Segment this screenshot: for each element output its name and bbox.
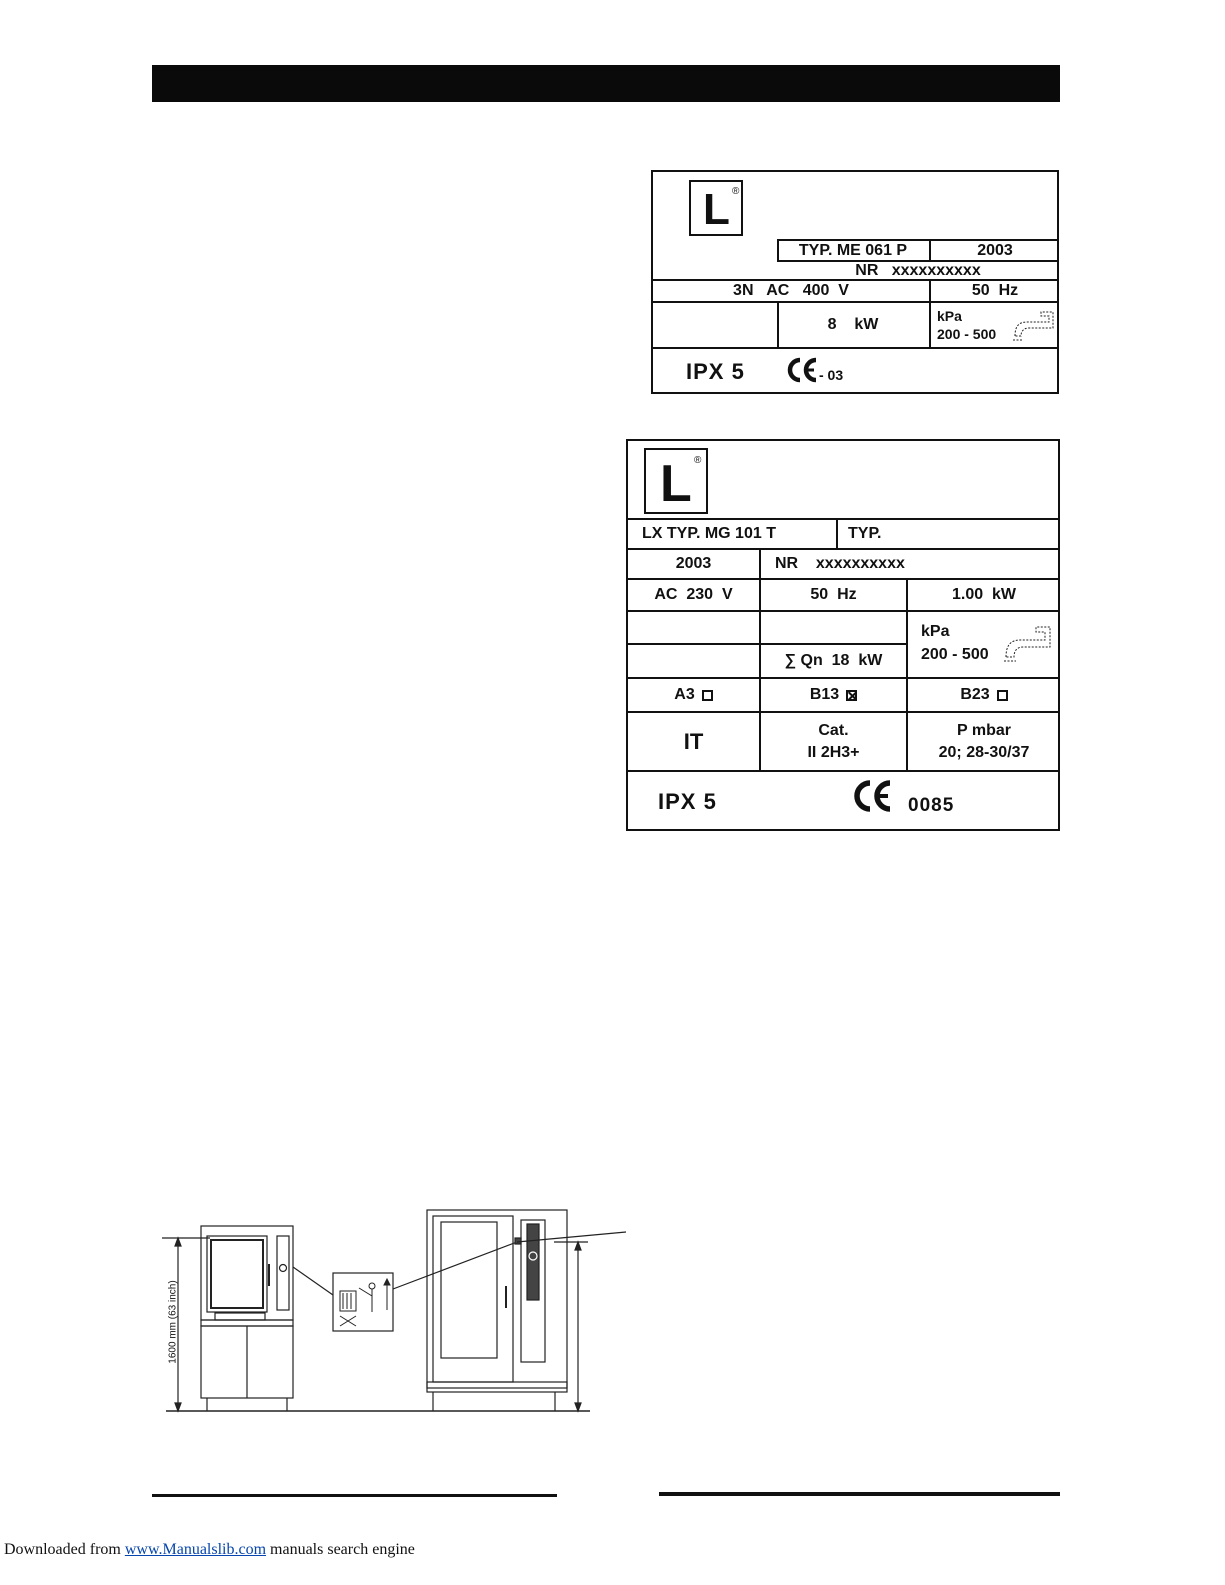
checkbox-b13-checked bbox=[846, 690, 857, 701]
year-label: 2003 bbox=[977, 241, 1013, 259]
serial-number: NR xxxxxxxxxx bbox=[775, 555, 905, 572]
category-a3: A3 bbox=[628, 679, 759, 711]
model-label: LX TYP. MG 101 T bbox=[642, 525, 776, 542]
notified-body-number: 0085 bbox=[908, 795, 955, 816]
download-footer: Downloaded from www.Manualslib.com manuals search engine bbox=[4, 1541, 415, 1558]
footer-rule-right bbox=[659, 1492, 1060, 1496]
ce-mark-icon bbox=[852, 779, 894, 813]
ce-year: - 03 bbox=[819, 367, 844, 383]
voltage-label: 3N AC 400 V bbox=[733, 282, 849, 299]
ip-rating: IPX 5 bbox=[686, 359, 745, 384]
category-b13: B13 bbox=[761, 679, 906, 711]
heat-input-label: ∑ Qn 18 kW bbox=[784, 652, 883, 669]
manualslib-link[interactable]: www.Manualslib.com bbox=[124, 1541, 267, 1558]
checkbox-a3 bbox=[702, 690, 713, 701]
gas-category: Cat. II 2H3+ bbox=[807, 721, 860, 761]
header-bar bbox=[152, 65, 1060, 102]
kpa-label: kPa bbox=[921, 623, 950, 640]
type-label: TYP. ME 061 P bbox=[798, 241, 908, 259]
installation-drawing bbox=[150, 1200, 640, 1425]
category-b23: B23 bbox=[908, 679, 1060, 711]
power-label: 8 kW bbox=[827, 316, 879, 333]
voltage-label: AC 230 V bbox=[654, 586, 733, 603]
pressure-range: 200 - 500 bbox=[937, 326, 997, 342]
rating-plate-gas bbox=[626, 439, 1060, 831]
kpa-label: kPa bbox=[937, 308, 962, 324]
frequency-label: 50 Hz bbox=[971, 282, 1019, 299]
country-code: IT bbox=[683, 728, 704, 754]
year-label: 2003 bbox=[675, 555, 712, 572]
water-tap-icon bbox=[1011, 308, 1057, 344]
gas-pressure: P mbar 20; 28-30/37 bbox=[938, 721, 1030, 761]
ce-mark-icon bbox=[785, 357, 819, 383]
type-label: TYP. bbox=[848, 525, 882, 542]
pressure-range: 200 - 500 bbox=[921, 646, 989, 663]
checkbox-b23 bbox=[997, 690, 1008, 701]
brand-logo: L ® bbox=[644, 448, 708, 514]
height-dimension-label: 1600 mm (63 inch) bbox=[167, 1280, 179, 1364]
frequency-label: 50 Hz bbox=[810, 586, 857, 603]
serial-number: NR xxxxxxxxxx bbox=[855, 261, 981, 279]
water-tap-icon bbox=[1002, 623, 1054, 665]
footer-rule-left bbox=[152, 1494, 557, 1497]
power-label: 1.00 kW bbox=[951, 586, 1017, 603]
brand-logo: L ® bbox=[689, 180, 743, 236]
rating-plate-electric bbox=[651, 170, 1059, 394]
ip-rating: IPX 5 bbox=[658, 789, 717, 814]
